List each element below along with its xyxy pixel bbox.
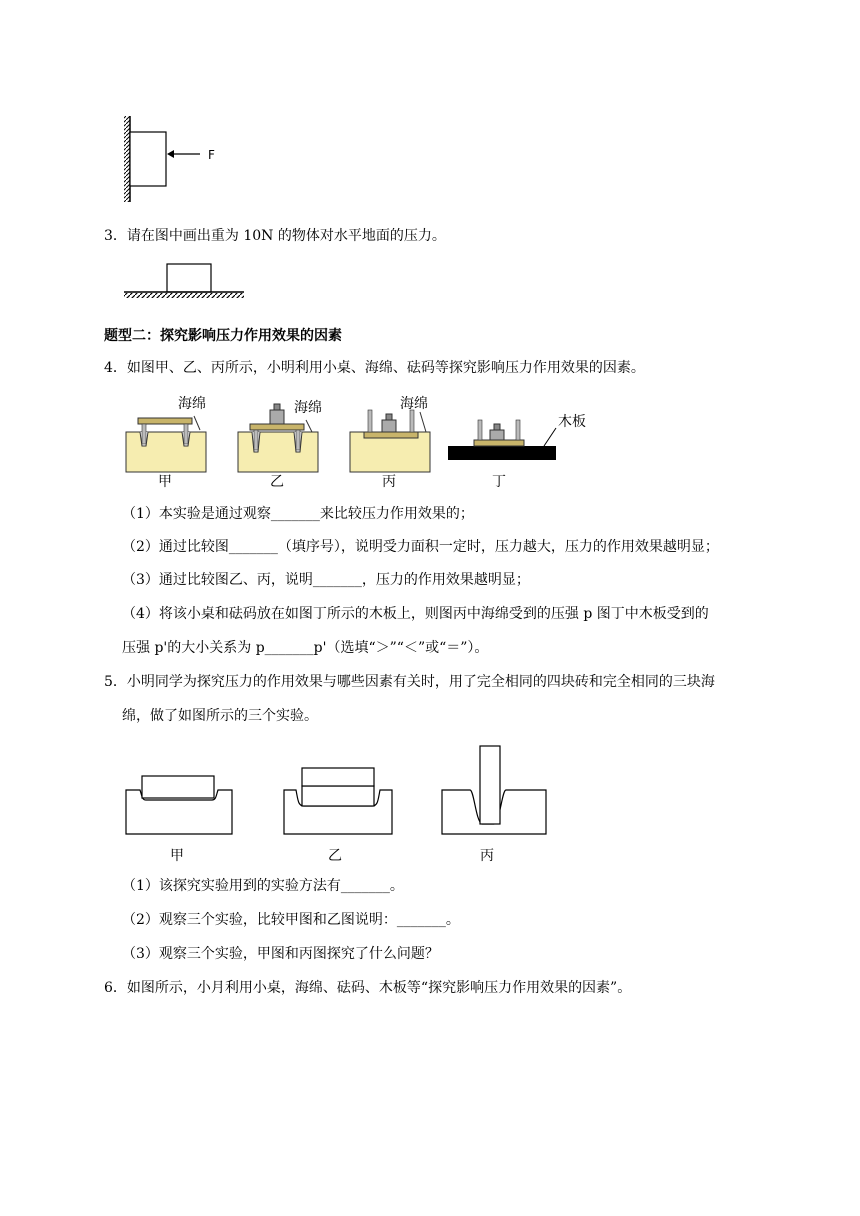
wall-force-figure <box>118 112 238 208</box>
q5-text-line1: 5．小明同学为探究压力的作用效果与哪些因素有关时，用了完全相同的四块砖和完全相同的三块海 <box>104 674 715 690</box>
weight <box>490 430 504 440</box>
q4-experiment-figure <box>120 392 600 492</box>
q5-sub3: （3）观察三个实验，甲图和丙图探究了什么问题？ <box>122 946 439 962</box>
label-line <box>544 428 556 446</box>
box-on-ground-figure <box>120 260 250 302</box>
table-top-inverted <box>474 440 524 446</box>
sponge <box>238 432 318 472</box>
block <box>130 132 166 186</box>
q6-text: 6．如图所示，小月利用小桌，海绵、砝码、木板等“探究影响压力作用效果的因素”。 <box>104 980 632 996</box>
sponge-label: 海绵 <box>294 400 322 416</box>
sponge <box>126 432 206 472</box>
q4-sub4-line2: 压强 p'的大小关系为 p_______p'（选填“＞”“＜”或“＝”）。 <box>122 640 489 656</box>
label-yi: 乙 <box>328 848 342 864</box>
table-leg <box>184 424 188 444</box>
section-heading: 题型二：探究影响压力作用效果的因素 <box>104 328 342 344</box>
ground-hatch <box>124 293 244 298</box>
table-top <box>138 418 192 424</box>
experiment-jia <box>126 396 206 490</box>
brick-upright <box>480 746 500 824</box>
q4-sub4-line1: （4）将该小桌和砝码放在如图丁所示的木板上，则图丙中海绵受到的压强 p 图丁中木板受到的 <box>122 606 709 622</box>
table-leg <box>410 410 414 432</box>
weight <box>382 420 396 432</box>
label-ding: 丁 <box>492 474 506 490</box>
label-jia: 甲 <box>158 474 172 490</box>
table-leg <box>296 430 300 450</box>
brick-experiment-jia <box>126 776 232 864</box>
table-leg <box>142 424 146 444</box>
q5-text-line2: 绵，做了如图所示的三个实验。 <box>122 708 318 724</box>
label-line <box>194 416 200 430</box>
label-jia: 甲 <box>170 848 184 864</box>
table-top-inverted <box>364 432 418 438</box>
q5-sub1: （1）该探究实验用到的实验方法有_______。 <box>122 878 404 894</box>
table-leg <box>516 420 520 440</box>
experiment-ding <box>448 413 586 490</box>
force-label: F <box>208 148 215 162</box>
label-line <box>420 412 426 432</box>
brick-experiment-yi <box>284 768 392 864</box>
table-leg <box>254 430 258 450</box>
force-arrowhead <box>167 150 174 158</box>
label-yi: 乙 <box>270 474 284 490</box>
board <box>448 446 556 460</box>
box <box>167 264 211 292</box>
brick <box>142 776 214 798</box>
label-bing: 丙 <box>382 474 396 490</box>
brick-top <box>302 768 374 786</box>
weight-knob <box>494 424 500 430</box>
weight-knob <box>386 414 392 420</box>
table-top <box>250 424 304 430</box>
wall-hatch <box>124 116 130 202</box>
brick-experiment-bing <box>442 746 546 864</box>
label-bing: 丙 <box>480 848 494 864</box>
q3-text: 3．请在图中画出重为 10N 的物体对水平地面的压力。 <box>104 228 446 244</box>
label-line <box>306 420 312 432</box>
board-label: 木板 <box>558 414 586 430</box>
q5-brick-figure <box>120 740 560 870</box>
table-leg <box>368 410 372 432</box>
q4-text: 4．如图甲、乙、丙所示，小明利用小桌、海绵、砝码等探究影响压力作用效果的因素。 <box>104 360 645 376</box>
brick-bottom <box>302 786 374 806</box>
q4-sub3: （3）通过比较图乙、丙，说明_______，压力的作用效果越明显； <box>122 572 530 588</box>
q5-sub2: （2）观察三个实验，比较甲图和乙图说明：_______。 <box>122 912 460 928</box>
sponge-label: 海绵 <box>178 396 206 412</box>
weight-knob <box>274 404 280 410</box>
weight <box>270 410 284 424</box>
experiment-yi <box>238 400 322 490</box>
sponge-label: 海绵 <box>400 396 428 412</box>
q4-sub1: （1）本实验是通过观察_______来比较压力作用效果的； <box>122 506 474 522</box>
experiment-bing <box>350 396 430 490</box>
table-leg <box>478 420 482 440</box>
q4-sub2: （2）通过比较图_______（填序号），说明受力面积一定时，压力越大，压力的作用效果越明显； <box>122 539 719 555</box>
